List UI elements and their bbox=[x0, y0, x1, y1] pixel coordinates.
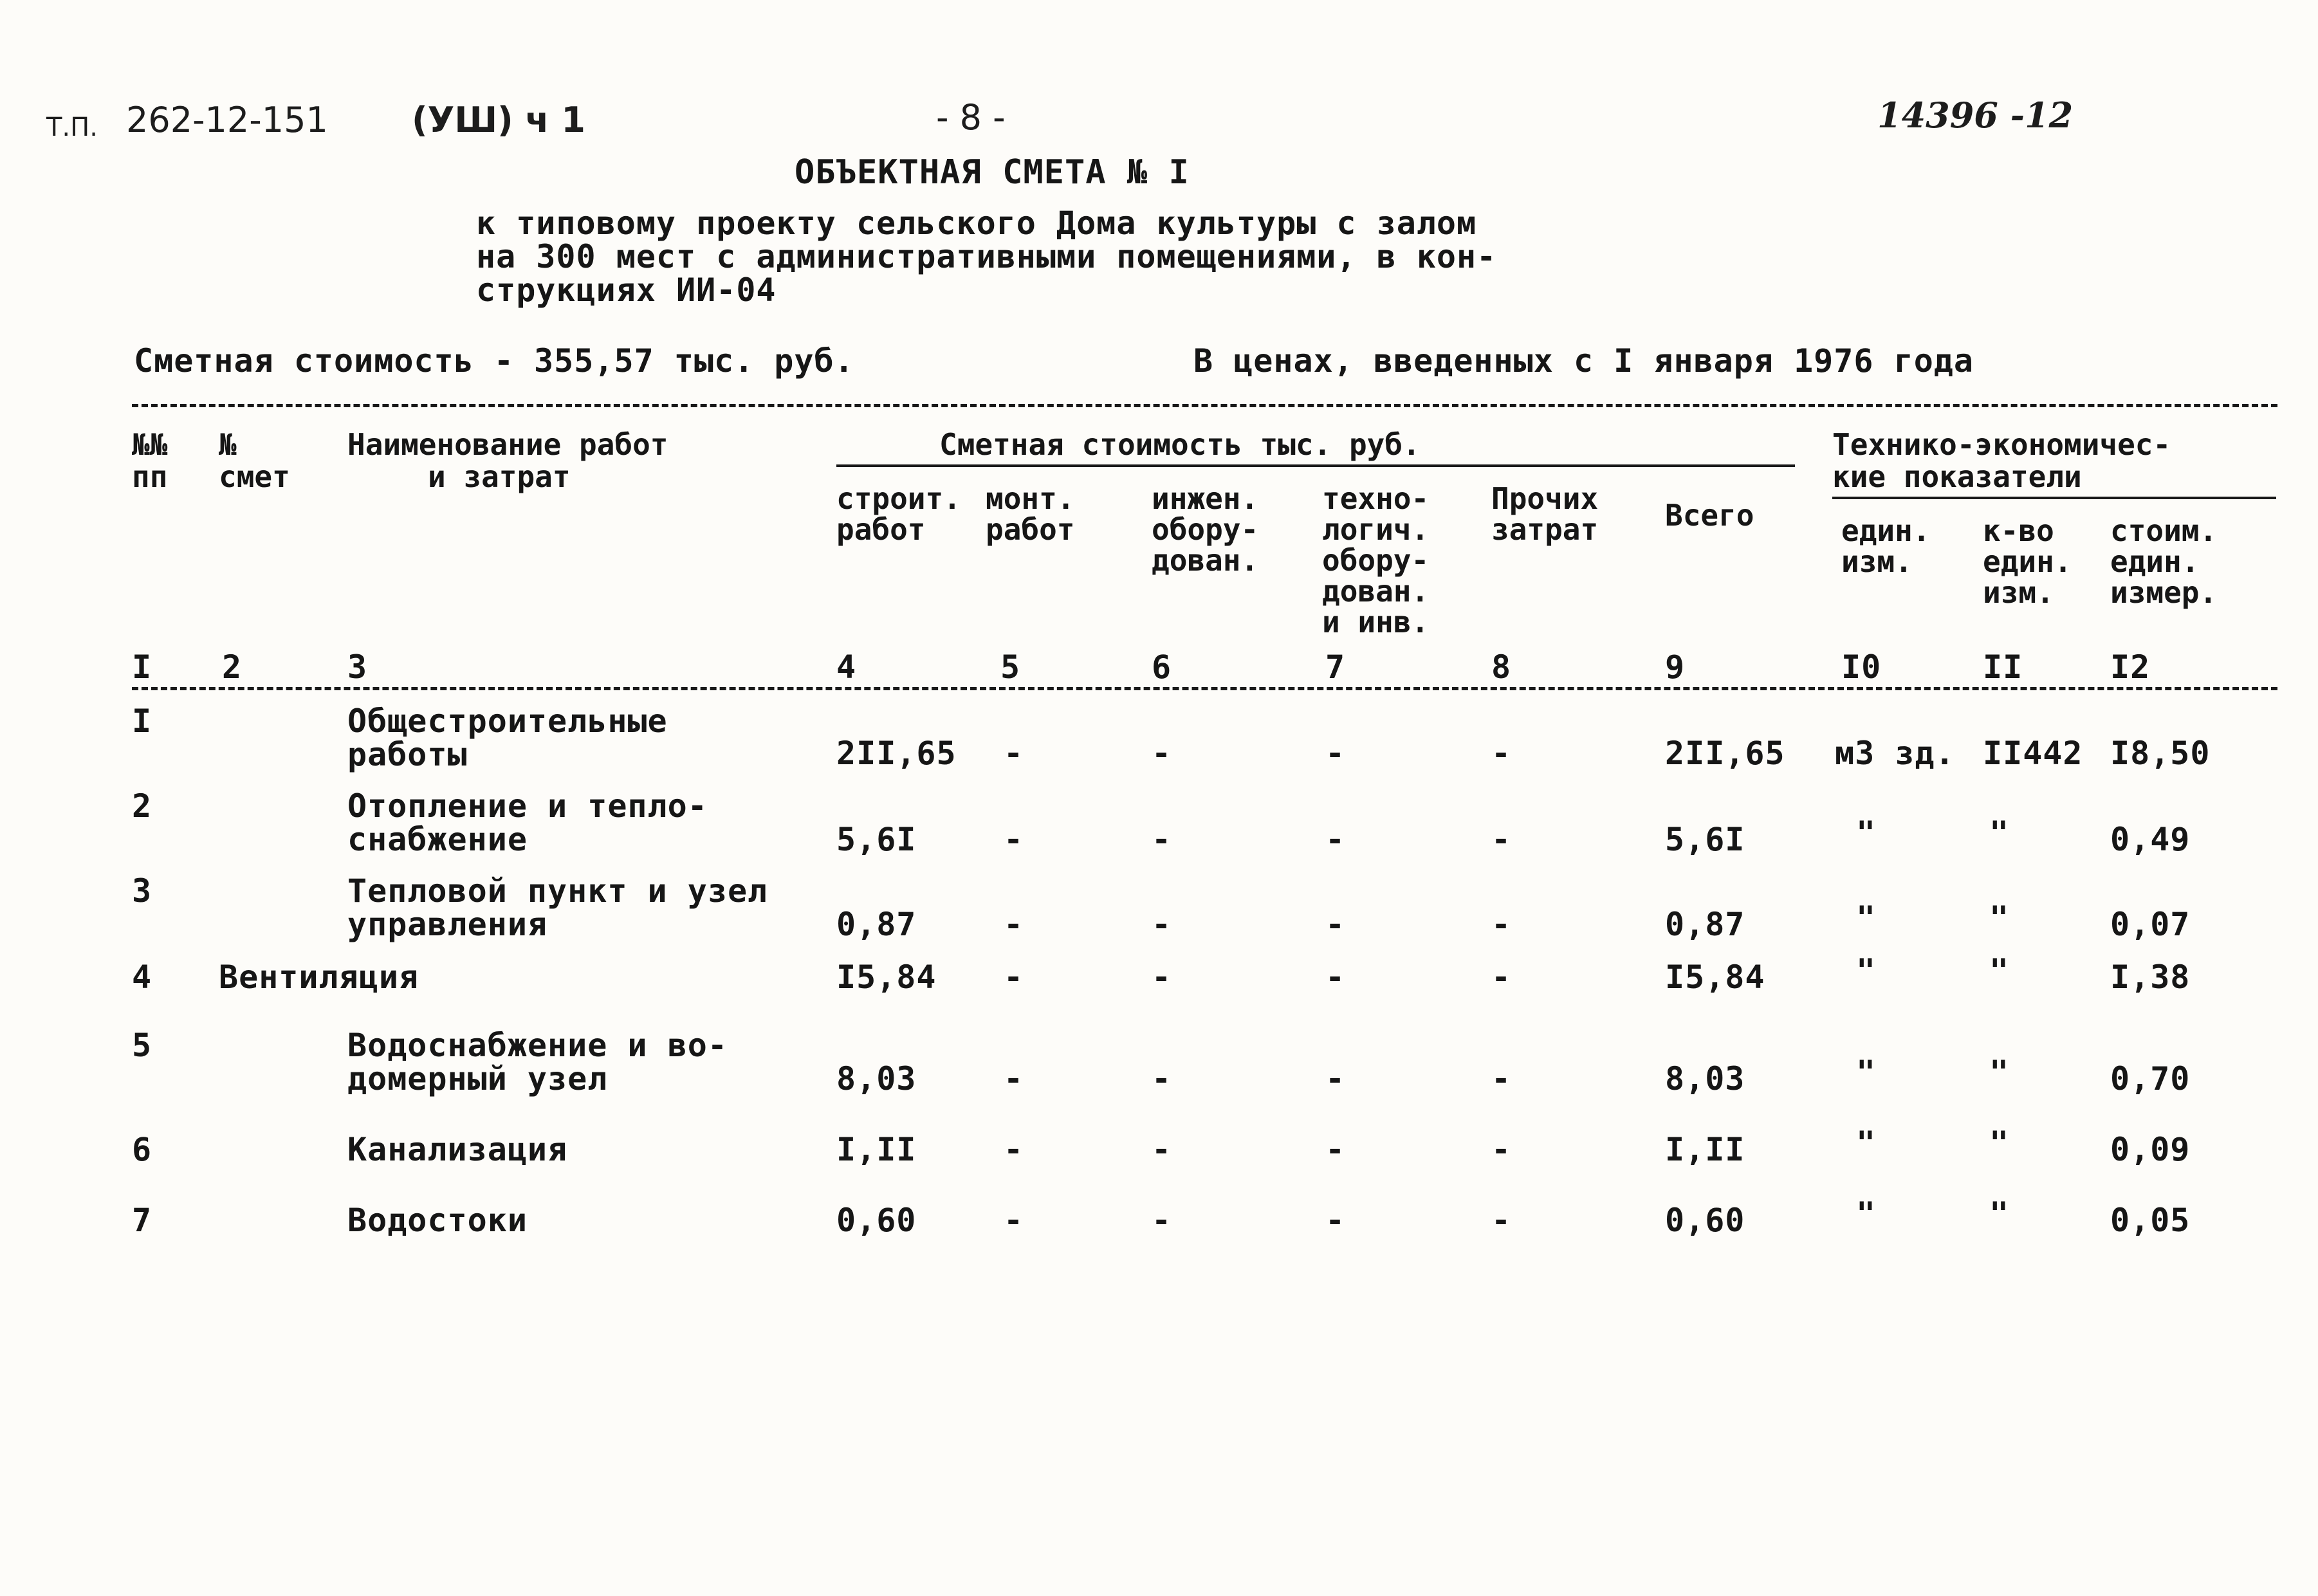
row-construction-cost: 0,60 bbox=[836, 1202, 917, 1239]
header-other-line-2: затрат bbox=[1491, 512, 1599, 547]
estimated-cost: Сметная стоимость - 355,57 тыс. руб. bbox=[134, 342, 854, 380]
row-quantity: " bbox=[1989, 1054, 2010, 1091]
row-total-cost: 0,60 bbox=[1665, 1202, 1745, 1239]
series-number: 262-12-151 bbox=[126, 100, 328, 140]
header-unit-line-1: един. bbox=[1841, 513, 1931, 548]
header-installation-line-1: монт. bbox=[986, 481, 1075, 516]
row-number: I bbox=[132, 702, 152, 740]
row-name-line-1: Водоснабжение и во- bbox=[347, 1027, 728, 1064]
column-number-rule bbox=[132, 687, 2277, 690]
header-technological-line-2: логич. bbox=[1322, 512, 1430, 547]
row-total-cost: 2II,65 bbox=[1665, 735, 1785, 772]
title-line-3: струкциях ИИ-04 bbox=[476, 271, 777, 309]
album-number: (УШ) ч 1 bbox=[412, 100, 585, 140]
row-total-cost: 0,87 bbox=[1665, 906, 1745, 943]
row-technological-cost: - bbox=[1325, 959, 1346, 996]
header-engineering-line-3: дован. bbox=[1152, 543, 1259, 578]
header-installation-line-2: работ bbox=[986, 512, 1075, 547]
row-total-cost: I5,84 bbox=[1665, 959, 1765, 996]
row-name-line-1: Тепловой пункт и узел bbox=[347, 872, 768, 910]
row-construction-cost: 8,03 bbox=[836, 1060, 917, 1097]
row-unit-cost: I,38 bbox=[2110, 959, 2191, 996]
header-name-line-1: Наименование работ bbox=[347, 427, 668, 462]
row-unit: " bbox=[1856, 1054, 1877, 1091]
series-prefix: Т.П. bbox=[46, 113, 98, 142]
column-number-4: 4 bbox=[836, 648, 857, 686]
header-other-line-1: Прочих bbox=[1491, 481, 1599, 516]
row-quantity: " bbox=[1989, 1124, 2010, 1162]
row-other-cost: - bbox=[1491, 1202, 1512, 1239]
header-technological-line-1: техно- bbox=[1322, 481, 1430, 516]
row-engineering-cost: - bbox=[1152, 821, 1172, 858]
header-num-line-1: №№ bbox=[132, 427, 168, 462]
row-technological-cost: - bbox=[1325, 1131, 1346, 1168]
row-number: 4 bbox=[132, 959, 152, 996]
header-estimate-line-1: № bbox=[219, 427, 237, 462]
row-construction-cost: 0,87 bbox=[836, 906, 917, 943]
tech-group-rule bbox=[1832, 497, 2276, 499]
row-quantity: " bbox=[1989, 1195, 2010, 1233]
row-technological-cost: - bbox=[1325, 821, 1346, 858]
row-engineering-cost: - bbox=[1152, 1131, 1172, 1168]
row-other-cost: - bbox=[1491, 959, 1512, 996]
header-unit-cost-line-3: измер. bbox=[2110, 575, 2218, 610]
row-other-cost: - bbox=[1491, 735, 1512, 772]
row-total-cost: 5,6I bbox=[1665, 821, 1745, 858]
row-unit: м3 зд. bbox=[1835, 735, 1955, 772]
row-other-cost: - bbox=[1491, 821, 1512, 858]
header-technological-line-3: обору- bbox=[1322, 543, 1430, 578]
table-top-rule bbox=[132, 404, 2277, 407]
row-number: 6 bbox=[132, 1131, 152, 1168]
row-name-line-1: Общестроительные bbox=[347, 702, 668, 740]
column-number-1: I bbox=[132, 648, 152, 686]
row-name-line-2: работы bbox=[347, 736, 468, 773]
row-unit: " bbox=[1856, 1124, 1877, 1162]
header-quantity-line-1: к-во bbox=[1983, 513, 2054, 548]
title-line-2: на 300 мест с административными помещениями, в кон- bbox=[476, 238, 1497, 275]
row-name-line-1: Вентиляция bbox=[219, 959, 419, 996]
row-name-line-1: Водостоки bbox=[347, 1202, 528, 1239]
column-number-5: 5 bbox=[1000, 648, 1021, 686]
row-name-line-1: Отопление и тепло- bbox=[347, 787, 708, 825]
column-number-12: I2 bbox=[2110, 648, 2151, 686]
row-installation-cost: - bbox=[1004, 1060, 1024, 1097]
row-name-line-2: управления bbox=[347, 906, 548, 943]
header-construction-line-1: строит. bbox=[836, 481, 961, 516]
row-installation-cost: - bbox=[1004, 1202, 1024, 1239]
row-name-line-2: домерный узел bbox=[347, 1060, 608, 1097]
row-name-line-1: Канализация bbox=[347, 1131, 568, 1168]
row-engineering-cost: - bbox=[1152, 735, 1172, 772]
header-construction-line-2: работ bbox=[836, 512, 926, 547]
row-technological-cost: - bbox=[1325, 1060, 1346, 1097]
row-installation-cost: - bbox=[1004, 735, 1024, 772]
inventory-number: 14396 -12 bbox=[1877, 95, 2074, 136]
row-unit-cost: 0,05 bbox=[2110, 1202, 2191, 1239]
row-unit-cost: I8,50 bbox=[2110, 735, 2211, 772]
row-unit: " bbox=[1856, 1195, 1877, 1233]
header-quantity-line-3: изм. bbox=[1983, 575, 2054, 610]
row-unit: " bbox=[1856, 814, 1877, 852]
column-number-2: 2 bbox=[222, 648, 243, 686]
row-construction-cost: I,II bbox=[836, 1131, 917, 1168]
header-tech-group-line-2: кие показатели bbox=[1832, 459, 2082, 494]
row-quantity: II442 bbox=[1983, 735, 2083, 772]
row-installation-cost: - bbox=[1004, 821, 1024, 858]
header-technological-line-4: дован. bbox=[1322, 574, 1430, 609]
header-cost-group: Сметная стоимость тыс. руб. bbox=[939, 427, 1421, 462]
row-installation-cost: - bbox=[1004, 1131, 1024, 1168]
header-unit-cost-line-1: стоим. bbox=[2110, 513, 2218, 548]
row-unit-cost: 0,07 bbox=[2110, 906, 2191, 943]
row-unit: " bbox=[1856, 952, 1877, 989]
row-total-cost: 8,03 bbox=[1665, 1060, 1745, 1097]
row-number: 3 bbox=[132, 872, 152, 910]
column-number-7: 7 bbox=[1325, 648, 1346, 686]
row-installation-cost: - bbox=[1004, 906, 1024, 943]
row-number: 5 bbox=[132, 1027, 152, 1064]
column-number-11: II bbox=[1983, 648, 2023, 686]
row-other-cost: - bbox=[1491, 906, 1512, 943]
header-technological-line-5: и инв. bbox=[1322, 605, 1430, 639]
column-number-9: 9 bbox=[1665, 648, 1686, 686]
row-unit-cost: 0,09 bbox=[2110, 1131, 2191, 1168]
row-engineering-cost: - bbox=[1152, 959, 1172, 996]
header-name-line-2: и затрат bbox=[428, 459, 571, 494]
row-quantity: " bbox=[1989, 952, 2010, 989]
price-basis: В ценах, введенных с I января 1976 года bbox=[1193, 342, 1974, 380]
row-number: 2 bbox=[132, 787, 152, 825]
page-number: - 8 - bbox=[936, 97, 1006, 138]
header-engineering-line-1: инжен. bbox=[1152, 481, 1259, 516]
title-line-1: к типовому проекту сельского Дома культуры с залом bbox=[476, 205, 1477, 242]
row-other-cost: - bbox=[1491, 1131, 1512, 1168]
row-unit: " bbox=[1856, 899, 1877, 937]
row-technological-cost: - bbox=[1325, 906, 1346, 943]
row-construction-cost: I5,84 bbox=[836, 959, 937, 996]
row-installation-cost: - bbox=[1004, 959, 1024, 996]
row-number: 7 bbox=[132, 1202, 152, 1239]
header-unit-cost-line-2: един. bbox=[2110, 544, 2200, 579]
header-num-line-2: пп bbox=[132, 459, 168, 494]
cost-group-rule bbox=[836, 464, 1795, 467]
row-engineering-cost: - bbox=[1152, 1060, 1172, 1097]
row-quantity: " bbox=[1989, 814, 2010, 852]
header-engineering-line-2: обору- bbox=[1152, 512, 1259, 547]
row-unit-cost: 0,70 bbox=[2110, 1060, 2191, 1097]
column-number-6: 6 bbox=[1152, 648, 1172, 686]
row-technological-cost: - bbox=[1325, 735, 1346, 772]
row-quantity: " bbox=[1989, 899, 2010, 937]
row-engineering-cost: - bbox=[1152, 1202, 1172, 1239]
row-unit-cost: 0,49 bbox=[2110, 821, 2191, 858]
row-other-cost: - bbox=[1491, 1060, 1512, 1097]
row-construction-cost: 5,6I bbox=[836, 821, 917, 858]
row-name-line-2: снабжение bbox=[347, 821, 528, 858]
column-number-8: 8 bbox=[1491, 648, 1512, 686]
header-estimate-line-2: смет bbox=[219, 459, 290, 494]
header-tech-group-line-1: Технико-экономичес- bbox=[1832, 427, 2171, 462]
column-number-3: 3 bbox=[347, 648, 368, 686]
row-total-cost: I,II bbox=[1665, 1131, 1745, 1168]
document-title: ОБЪЕКТНАЯ СМЕТА № I bbox=[795, 153, 1190, 192]
header-unit-line-2: изм. bbox=[1841, 544, 1913, 579]
header-quantity-line-2: един. bbox=[1983, 544, 2072, 579]
column-number-10: I0 bbox=[1841, 648, 1882, 686]
header-total: Всего bbox=[1665, 498, 1754, 533]
row-construction-cost: 2II,65 bbox=[836, 735, 957, 772]
row-engineering-cost: - bbox=[1152, 906, 1172, 943]
row-technological-cost: - bbox=[1325, 1202, 1346, 1239]
